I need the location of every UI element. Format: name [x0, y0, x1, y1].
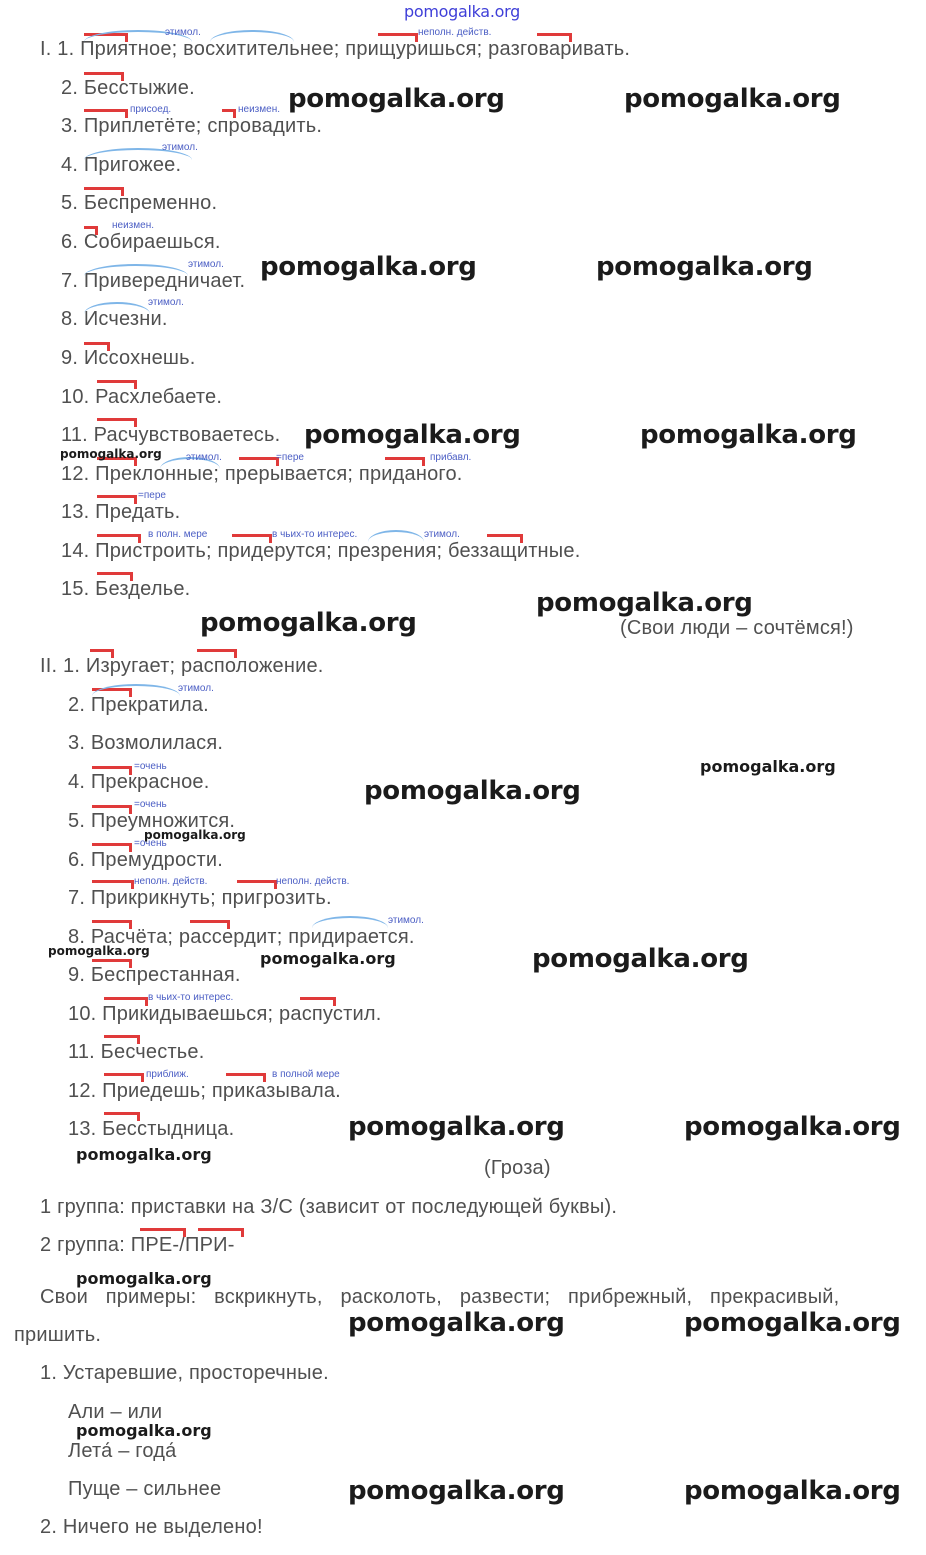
part1-line-14: 14. Пристроить; придерутся; презрения; беззащитные.	[61, 540, 581, 562]
prefix-mark	[197, 649, 237, 658]
part2-line-4: 4. Прекрасное.	[68, 771, 210, 793]
prefix-mark	[222, 109, 236, 118]
watermark: pomogalka.org	[532, 944, 749, 974]
annotation-etimol: этимол.	[424, 529, 460, 540]
prefix-mark	[140, 1228, 186, 1237]
annotation-polnoi: в полной мере	[272, 1069, 340, 1080]
part1-line-4: 4. Пригожее.	[61, 154, 182, 176]
prefix-mark	[237, 880, 277, 889]
annotation-etimol: этимол.	[388, 915, 424, 926]
part1-line-11: 11. Расчувствоваетесь.	[61, 424, 281, 446]
annotation-pribavl: прибавл.	[430, 452, 472, 463]
annotation-nepoln: неполн. действ.	[276, 876, 350, 887]
prefix-mark	[84, 226, 98, 235]
part1-line-2: 2. Бесстыжие.	[61, 77, 195, 99]
annotation-chyih: в чьих-то интерес.	[272, 529, 358, 540]
annotation-etimol: этимол.	[162, 142, 198, 153]
part2-line-3: 3. Возмолилася.	[68, 732, 224, 754]
root-arc	[92, 684, 180, 696]
watermark: pomogalka.org	[260, 252, 477, 282]
watermark-top: pomogalka.org	[404, 2, 520, 21]
prefix-mark	[378, 33, 418, 42]
prefix-mark	[90, 649, 114, 658]
part1-line-6: 6. Собираешься.	[61, 231, 221, 253]
annotation-etimol: этимол.	[188, 259, 224, 270]
source-1: (Свои люди – сочтёмся!)	[620, 617, 854, 639]
part1-line-7: 7. Привередничает.	[61, 270, 246, 292]
prefix-mark	[198, 1228, 244, 1237]
part1-line-9: 9. Иссохнешь.	[61, 347, 196, 369]
part2-line-2: 2. Прекратила.	[68, 694, 209, 716]
part2-line-13: 13. Бесстыдница.	[68, 1118, 235, 1140]
annotation-polnmere: в полн. мере	[148, 529, 208, 540]
annotation-neizmen: неизмен.	[112, 220, 154, 231]
root-arc	[84, 302, 150, 314]
part2-line-5: 5. Преумножится.	[68, 810, 236, 832]
prefix-mark	[92, 843, 132, 852]
annotation-ochen: =очень	[134, 799, 167, 810]
annotation-etimol: этимол.	[165, 27, 201, 38]
annotation-chyih: в чьих-то интерес.	[148, 992, 234, 1003]
watermark: pomogalka.org	[624, 84, 841, 114]
examples-line-1: Свои примеры: вскрикнуть, расколоть, развести; прибрежный, прекрасивый,	[40, 1286, 840, 1308]
pair-1: Али – или	[68, 1401, 163, 1423]
watermark: pomogalka.org	[76, 1269, 212, 1288]
task-1: 1. Устаревшие, просторечные.	[40, 1362, 329, 1384]
watermark: pomogalka.org	[76, 1145, 212, 1164]
annotation-prisoed: присоед.	[130, 104, 172, 115]
part2-line-11: 11. Бесчестье.	[68, 1041, 205, 1063]
part2-line-1: II. 1. Изругает; расположение.	[40, 655, 324, 677]
prefix-mark	[104, 1073, 144, 1082]
watermark: pomogalka.org	[288, 84, 505, 114]
pair-3: Пуще – сильнее	[68, 1478, 222, 1500]
watermark: pomogalka.org	[200, 608, 417, 638]
prefix-mark	[232, 534, 272, 543]
prefix-mark	[84, 72, 124, 81]
watermark: pomogalka.org	[348, 1308, 565, 1338]
root-arc	[312, 916, 388, 928]
prefix-mark	[92, 959, 132, 968]
root-arc	[368, 530, 424, 542]
group-1: 1 группа: приставки на З/С (зависит от последующей буквы).	[40, 1196, 618, 1218]
part1-line-10: 10. Расхлебаете.	[61, 386, 223, 408]
prefix-mark	[92, 805, 132, 814]
prefix-mark	[92, 880, 134, 889]
watermark: pomogalka.org	[304, 420, 521, 450]
watermark: pomogalka.org	[260, 949, 396, 968]
prefix-mark	[92, 766, 132, 775]
source-2: (Гроза)	[484, 1157, 551, 1179]
watermark: pomogalka.org	[684, 1476, 901, 1506]
annotation-etimol: этимол.	[148, 297, 184, 308]
watermark: pomogalka.org	[76, 1421, 212, 1440]
part1-line-15: 15. Безделье.	[61, 578, 191, 600]
part2-line-8: 8. Расчёта; рассердит; придирается.	[68, 926, 415, 948]
part1-line-12: 12. Преклонные; прерывается; приданого.	[61, 463, 463, 485]
examples-line-2: пришить.	[14, 1324, 102, 1346]
watermark: pomogalka.org	[348, 1476, 565, 1506]
prefix-mark	[97, 572, 133, 581]
prefix-mark	[97, 380, 137, 389]
prefix-mark	[84, 187, 124, 196]
annotation-ochen: =очень	[134, 838, 167, 849]
prefix-mark	[97, 495, 137, 504]
watermark: pomogalka.org	[48, 944, 150, 958]
annotation-neizmen: неизмен.	[238, 104, 280, 115]
prefix-mark	[104, 1035, 140, 1044]
part1-line-1: I. 1. Приятное; восхитительнее; прищуришься; разговаривать.	[40, 38, 631, 60]
part1-line-13: 13. Предать.	[61, 501, 181, 523]
watermark: pomogalka.org	[596, 252, 813, 282]
annotation-nepoln: неполн. действ.	[134, 876, 208, 887]
root-arc	[210, 30, 294, 42]
annotation-pere: =пере	[138, 490, 166, 501]
prefix-mark	[190, 920, 230, 929]
watermark: pomogalka.org	[144, 828, 246, 842]
annotation-ochen: =очень	[134, 761, 167, 772]
prefix-mark	[92, 920, 132, 929]
part2-line-9: 9. Беспрестанная.	[68, 964, 241, 986]
prefix-mark	[385, 457, 425, 466]
watermark: pomogalka.org	[60, 447, 162, 461]
annotation-pere: =пере	[276, 452, 304, 463]
prefix-mark	[239, 457, 279, 466]
prefix-mark	[84, 342, 110, 351]
watermark: pomogalka.org	[684, 1308, 901, 1338]
watermark: pomogalka.org	[684, 1112, 901, 1142]
annotation-priblizh: приближ.	[146, 1069, 189, 1080]
watermark: pomogalka.org	[700, 757, 836, 776]
part2-line-7: 7. Прикрикнуть; пригрозить.	[68, 887, 332, 909]
part2-line-6: 6. Премудрости.	[68, 849, 223, 871]
prefix-mark	[300, 997, 336, 1006]
part1-line-8: 8. Исчезни.	[61, 308, 168, 330]
prefix-mark	[84, 109, 128, 118]
pair-2: Лета́ – года́	[68, 1440, 177, 1462]
annotation-etimol: этимол.	[186, 452, 222, 463]
prefix-mark	[97, 534, 141, 543]
root-arc	[84, 264, 188, 276]
prefix-mark	[104, 1112, 140, 1121]
part2-line-10: 10. Прикидываешься; распустил.	[68, 1003, 382, 1025]
task-2: 2. Ничего не выделено!	[40, 1516, 263, 1538]
watermark: pomogalka.org	[536, 588, 753, 618]
prefix-mark	[537, 33, 572, 42]
annotation-nepoln: неполн. действ.	[418, 27, 492, 38]
group-2: 2 группа: ПРЕ-/ПРИ-	[40, 1234, 235, 1256]
watermark: pomogalka.org	[348, 1112, 565, 1142]
part1-line-3: 3. Приплетёте; спровадить.	[61, 115, 323, 137]
watermark: pomogalka.org	[640, 420, 857, 450]
annotation-etimol: этимол.	[178, 683, 214, 694]
watermark: pomogalka.org	[364, 776, 581, 806]
prefix-mark	[487, 534, 523, 543]
prefix-mark	[97, 418, 137, 427]
part1-line-5: 5. Беспременно.	[61, 192, 218, 214]
prefix-mark	[226, 1073, 266, 1082]
part2-line-12: 12. Приедешь; приказывала.	[68, 1080, 341, 1102]
prefix-mark	[104, 997, 148, 1006]
